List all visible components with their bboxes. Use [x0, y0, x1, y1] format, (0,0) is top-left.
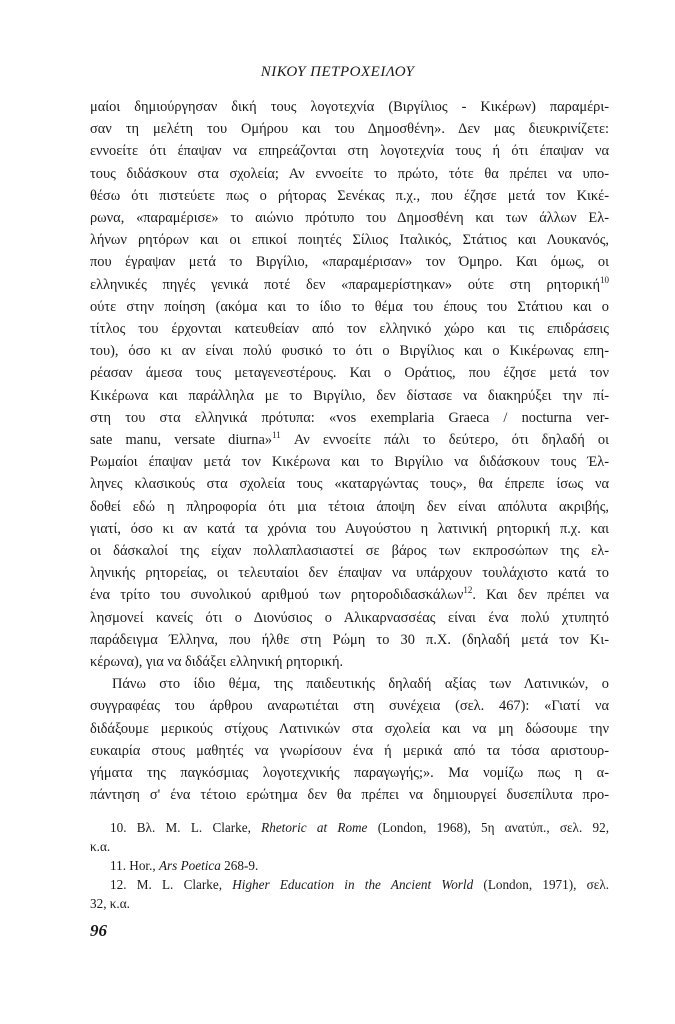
text-line: παράδειγμα Έλληνα, που ήλθε στη Ρώμη το 30 π.Χ. (δηλαδή μετά τον Κι- [90, 631, 609, 648]
text-line: οι δάσκαλοί της είχαν πολλαπλασιαστεί σε βάρος των εκπροσώπων της ελ- [90, 543, 609, 560]
text-line: του), όσο κι αν είναι πολύ φυσικό το ότι ο Βιργίλιος και ο Κικέρωνας επη- [90, 343, 609, 360]
text-line: διδάξουμε μερικούς στίχους Λατινικών στα σχολεία και να μη δώσουμε την [90, 720, 609, 737]
text-line: γιατί, όσο κι αν κατά τα χρόνια του Αυγούστου η λατινική ρητορική π.χ. και [90, 520, 609, 537]
text-line: ληνικής ρητορείας, οι τελευταίοι δεν έπαψαν να υπάρχουν τουλάχιστο κατά το [90, 565, 609, 582]
text-line: λησμονεί κανείς ότι ο Διονύσιος ο Αλικαρνασσέας είναι ένα πολύ χτυπητό [90, 609, 609, 626]
text-line: ληνες κλασικούς στα σχολεία τους «καταργώντας τους», θα έπρεπε ίσως να [90, 476, 609, 493]
text-line-with-footnote [90, 274, 609, 296]
text-line: εννοείτε ότι έπαψαν να επηρεάζονται στη λογοτεχνία τους ή ότι έπαψαν να [90, 143, 609, 160]
text-line: που έγραψαν μετά το Βιργίλιο, «παραμέρισαν» τον Όμηρο. Και όμως, οι [90, 254, 609, 271]
text-line: Πάνω στο ίδιο θέμα, της παιδευτικής δηλαδή αξίας των Λατινικών, ο [112, 676, 609, 693]
footnote-12-continuation: 32, κ.α. [90, 896, 130, 911]
footnote-11 [90, 856, 609, 875]
text-line: μαίοι δημιούργησαν δική τους λογοτεχνία (Βιργίλιος - Κικέρων) παραμέρι- [90, 99, 609, 115]
footnote-number: 11. [110, 858, 126, 873]
text-line: γήματα της παγκόσμιας λογοτεχνικής παραγωγής;». Μα νομίζω πως η α- [90, 765, 609, 782]
footnotes [90, 818, 609, 913]
text-line: τίτλος του έρχονται κατευθείαν από τον ελληνικό χώρο και τις επιδράσεις [90, 321, 609, 338]
author-name: ΝΙΚΟΥ ΠΕΤΡΟΧΕΙΛΟΥ [260, 64, 415, 80]
text-fragment: Αν εννοείτε πάλι το δεύτερο, ότι δηλαδή οι [293, 432, 609, 449]
text-line: ούτε στην ποίηση (ακόμα και το ίδιο το θέμα του έπους του Στάτιου και ο [90, 298, 609, 315]
footnote-text: (London, 1971), σελ. [473, 877, 610, 892]
text-line: τους διδάσκουν στα σχολεία; Αν εννοείτε το πρώτο, τότε θα πρέπει να υπο- [90, 165, 609, 182]
text-line: Ρωμαίοι έπαψαν μετά τον Κικέρωνα και το Βιργίλιο να διδάσκουν τους Έλ- [90, 454, 609, 471]
footnote-ref-10: 10 [600, 274, 609, 285]
text-line: δοθεί εδώ η πληροφορία ότι μια τέτοια άποψη δεν είναι απόλυτα ακριβής, [90, 498, 609, 515]
footnote-10 [90, 818, 609, 837]
text-line: ευκαιρία στους μαθητές να γνωρίσουν ένα ή μερικά από τα τόσα αριστουρ- [90, 742, 609, 759]
text-fragment: Και δεν πρέπει να [486, 587, 609, 604]
footnote-text: Βλ. M. L. Clarke, [136, 820, 262, 835]
text-line: λήνων ρητόρων και οι επικοί ποιητές Σίλιος Ιταλικός, Στάτιος και Λουκανός, [90, 232, 609, 249]
running-header [0, 64, 675, 81]
footnote-text: M. L. Clarke, [136, 877, 233, 892]
text-line-with-footnote [90, 429, 609, 451]
text-line: πάντηση σ' ένα τέτοιο ερώτημα δεν θα πρέπει να δημιουργεί δυσεπίλυτα προ- [90, 787, 609, 804]
text-line-with-footnote: ένα τρίτο του συνολικού αριθμού των ρητοροδιδασκάλων$^{12}$. Και δεν πρέπει να [90, 585, 609, 604]
footnote-ref-12: 12 [463, 585, 473, 596]
text-line: ρωνα, «παραμέρισε» το αιώνιο πρότυπο του Δημοσθένη και των άλλων Ελ- [90, 210, 609, 227]
footnote-title: Higher Education in the Ancient World [232, 877, 474, 892]
main-text [90, 96, 609, 807]
text-fragment: sate manu, versate diurna» [90, 432, 273, 449]
text-line: Κικέρωνα και παράλληλα με το Βιργίλιο, δεν δίστασε να διακηρύξει την πί- [90, 387, 609, 404]
footnote-text: Hor., [129, 858, 159, 873]
footnote-text: (London, 1968), 5η ανατύπ., σελ. 92, [367, 820, 610, 835]
footnote-text: 268-9. [220, 858, 259, 873]
footnote-number: 10. [110, 820, 127, 835]
text-line: στη του στα ελληνικά πρότυπα: «vos exemplaria Graeca / nocturna ver- [90, 409, 609, 426]
footnote-title: Rhetoric at Rome [261, 820, 368, 835]
text-line: θέσω ότι πιστεύετε πως ο ρήτορας Σενέκας π.χ., που έζησε μετά τον Κικέ- [90, 187, 609, 204]
text-line: σαν τη μελέτη του Ομήρου και του Δημοσθένη». Δεν μας διευκρινίζετε: [90, 121, 609, 138]
text-line: ρέασαν άμεσα τους μεταγενεστέρους. Και ο Οράτιος, που έζησε μετά τον [90, 365, 609, 382]
footnote-number: 12. [110, 877, 127, 892]
footnote-ref-11: 11 [272, 430, 281, 441]
paragraph-2 [90, 673, 609, 806]
text-fragment: ελληνικές πηγές γενικά ποτέ δεν «παραμερίστηκαν» ούτε στη ρητορική [90, 276, 600, 293]
text-line: κέρωνα), για να διδάξει ελληνική ρητορική. [90, 654, 344, 671]
footnote-title: Ars Poetica [158, 858, 221, 873]
footnote-12 [90, 875, 609, 894]
text-line: συγγραφέας του άρθρου αναρωτιέται στη συνέχεια (σελ. 467): «Γιατί να [90, 698, 609, 715]
page-number: 96 [90, 921, 107, 940]
text-fragment: ένα τρίτο του συνολικού αριθμού των ρητοροδιδασκάλων [90, 587, 464, 604]
footnote-10-continuation: κ.α. [90, 839, 111, 854]
paragraph-1 [90, 96, 609, 673]
